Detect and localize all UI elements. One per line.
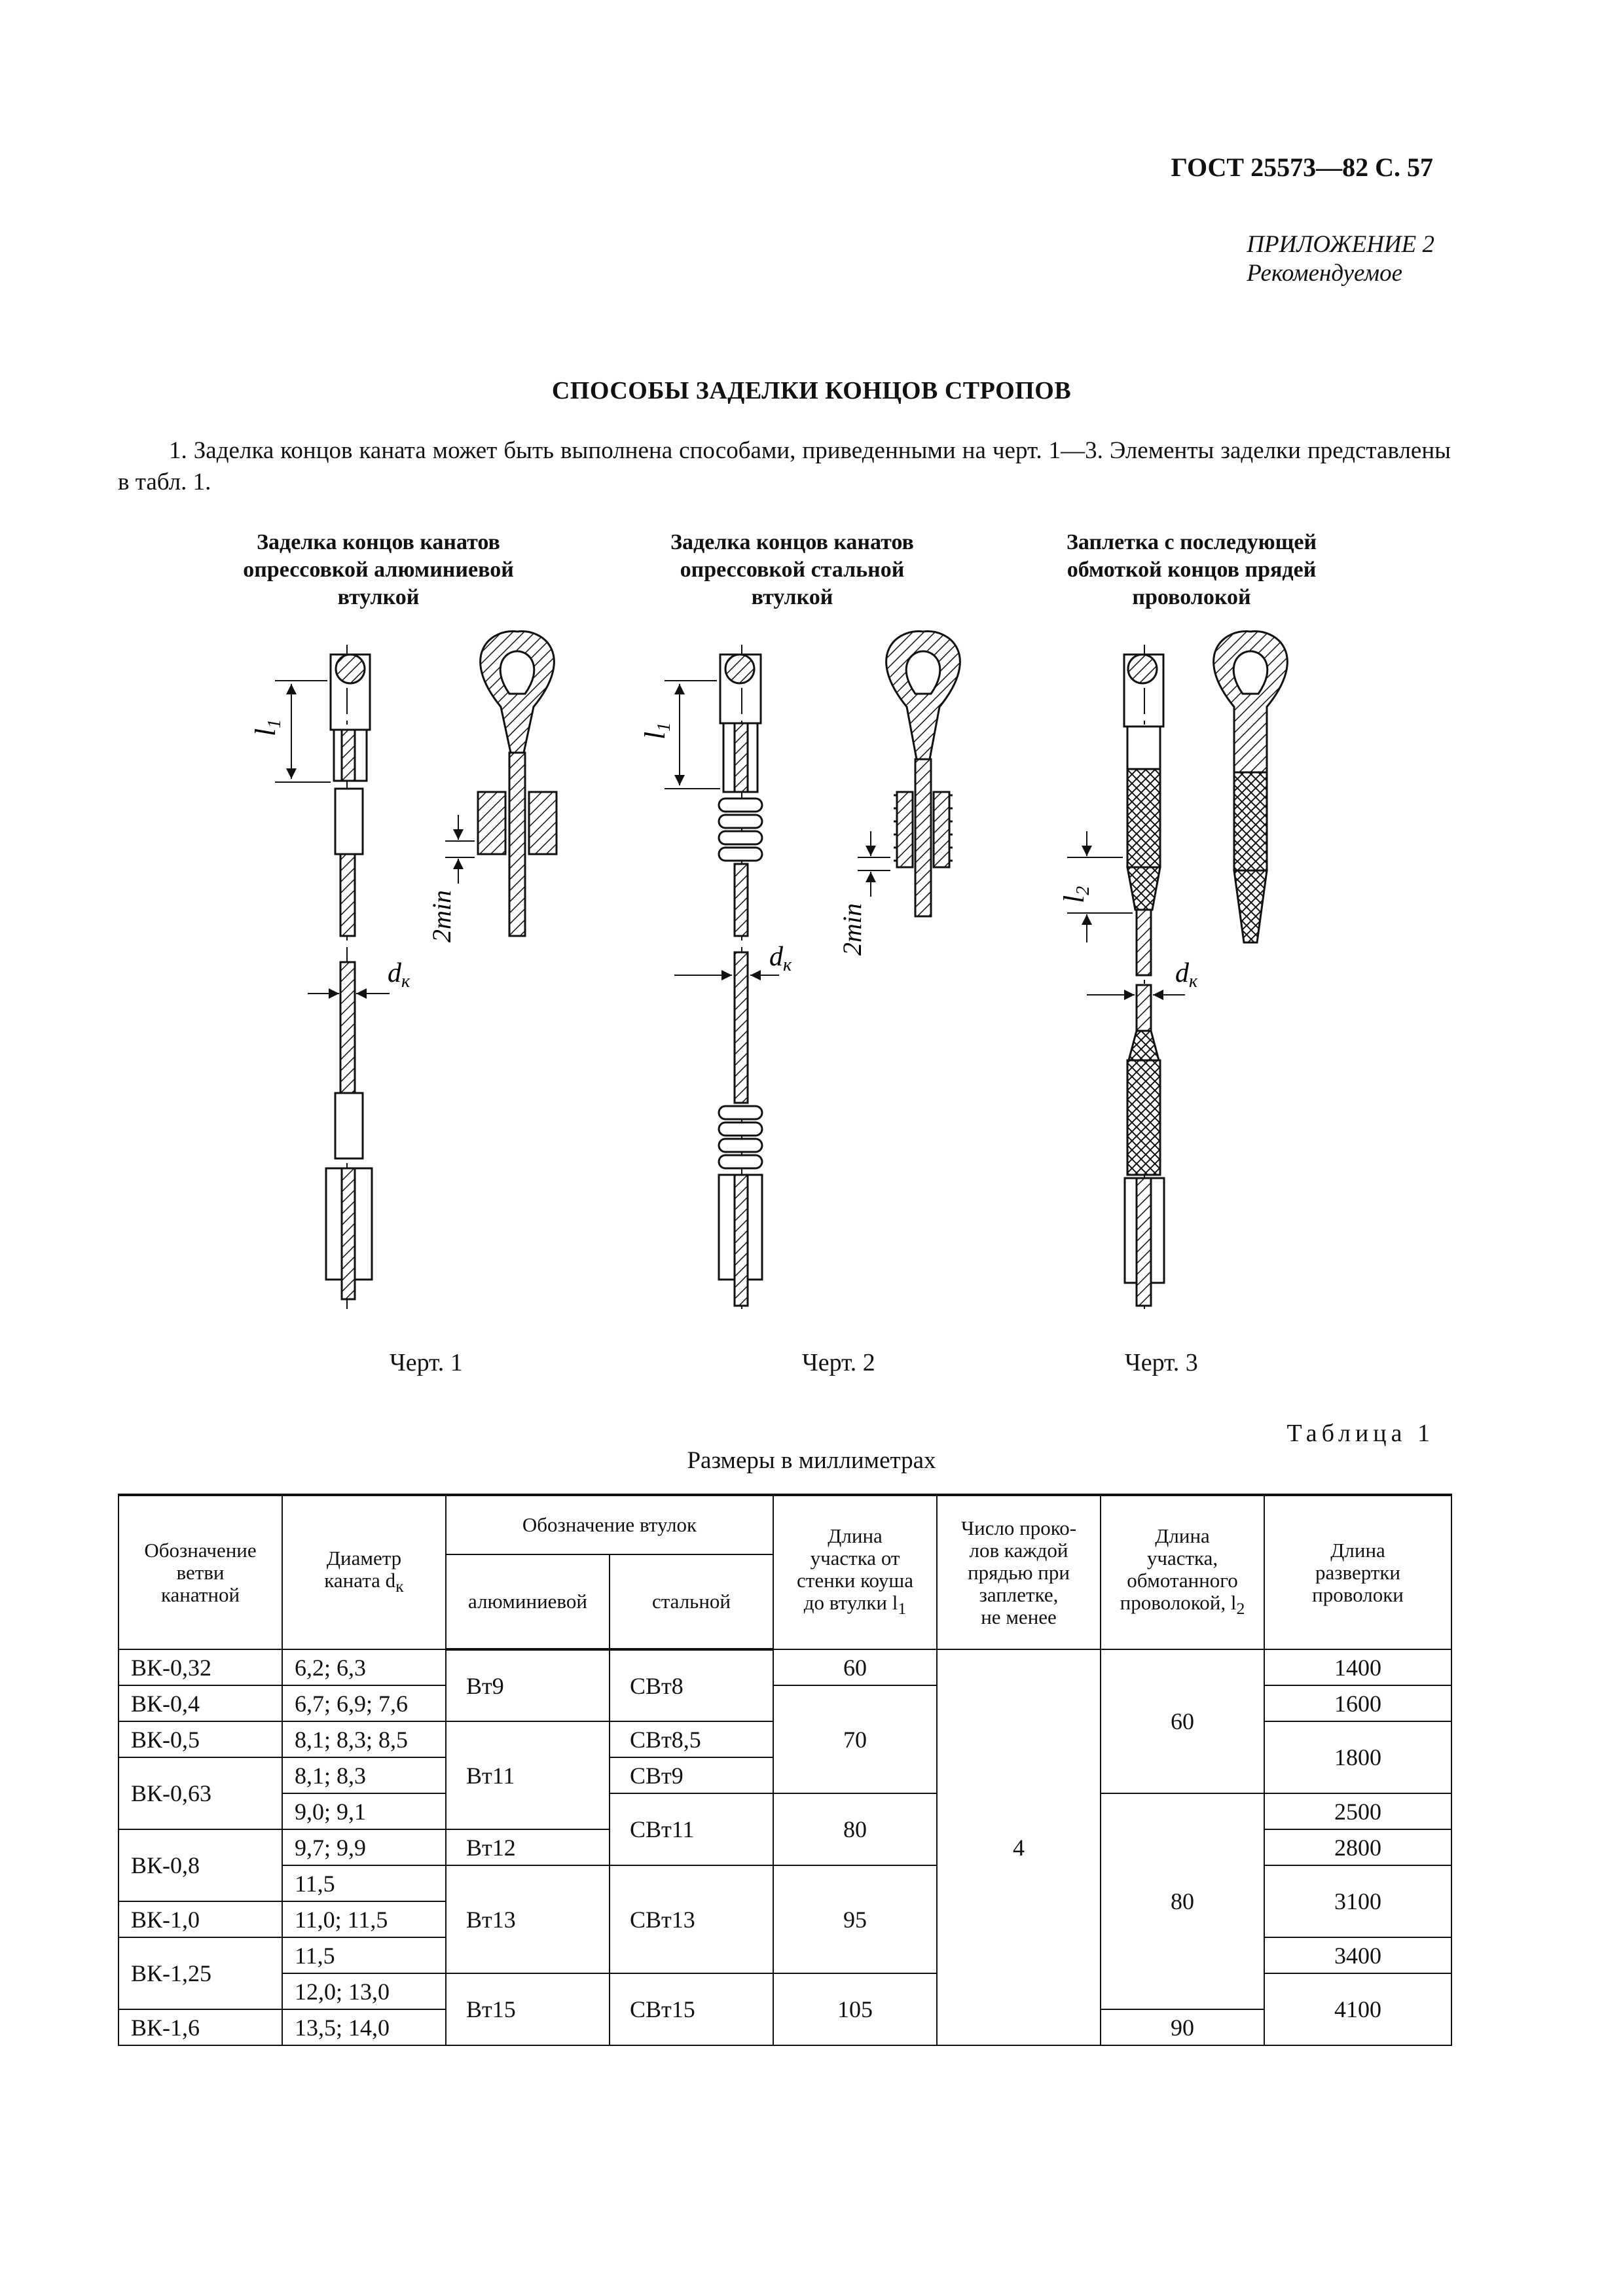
header-sleeve-group: Обозначение втулок	[446, 1495, 773, 1554]
drawing-3-caption: Черт. 3	[1125, 1349, 1198, 1376]
drawing-1-dim-min: 2min	[427, 890, 456, 942]
cell-steel: СВт11	[610, 1793, 773, 1865]
cell-branch: ВК-0,5	[119, 1721, 282, 1757]
cell-diameter: 11,5	[282, 1937, 446, 1973]
cell-wire: 2800	[1264, 1829, 1451, 1865]
cell-l2: 60	[1101, 1649, 1264, 1793]
sling-table	[118, 1494, 1452, 2046]
cell-steel: СВт13	[610, 1865, 773, 1973]
cell-aluminum: Вт15	[446, 1973, 610, 2045]
cell-l2: 80	[1101, 1793, 1264, 2009]
appendix-label: ПРИЛОЖЕНИЕ 2	[1247, 231, 1434, 258]
cell-l1: 70	[773, 1685, 937, 1793]
cell-wire: 3100	[1264, 1865, 1451, 1937]
drawing-3-title-line: Заплетка с последующей	[1066, 530, 1317, 554]
header-wire-length: Длина развертки проволоки	[1264, 1495, 1451, 1649]
cell-punctures: 4	[937, 1649, 1101, 2045]
header-diameter: Диаметр каната $d_к$	[282, 1495, 446, 1649]
cell-diameter: 8,1; 8,3; 8,5	[282, 1721, 446, 1757]
appendix-status: Рекомендуемое	[1247, 260, 1403, 287]
table-row	[119, 1793, 1451, 1829]
cell-diameter: 12,0; 13,0	[282, 1973, 446, 2009]
cell-branch: ВК-0,63	[119, 1757, 282, 1829]
header-punctures: Число проко- лов каждой прядью при заплетке, не менее	[937, 1495, 1101, 1649]
cell-diameter: 8,1; 8,3	[282, 1757, 446, 1793]
cell-wire: 3400	[1264, 1937, 1451, 1973]
drawing-1-title-line: опрессовкой алюминиевой	[243, 558, 514, 582]
cell-steel: СВт8	[610, 1649, 773, 1721]
header-length-l2: Длина участка, обмотанного проволокой, $l_2$	[1101, 1495, 1264, 1649]
drawing-2-title-line: втулкой	[751, 585, 833, 609]
drawing-1-dim-dk: dк	[388, 958, 410, 992]
cell-branch: ВК-0,32	[119, 1649, 282, 1685]
cell-diameter: 9,7; 9,9	[282, 1829, 446, 1865]
header-aluminum: алюминиевой	[446, 1554, 610, 1649]
cell-wire: 1400	[1264, 1649, 1451, 1685]
cell-branch: ВК-1,25	[119, 1937, 282, 2009]
cell-diameter: 13,5; 14,0	[282, 2009, 446, 2045]
table-units: Размеры в миллиметрах	[687, 1447, 936, 1474]
cell-branch: ВК-1,6	[119, 2009, 282, 2045]
cell-steel: СВт9	[610, 1757, 773, 1793]
page-title: СПОСОБЫ ЗАДЕЛКИ КОНЦОВ СТРОПОВ	[551, 377, 1072, 404]
table-row	[119, 1649, 1451, 1685]
cell-aluminum: Вт12	[446, 1829, 610, 1865]
drawing-1	[275, 632, 556, 1309]
cell-l1: 80	[773, 1793, 937, 1865]
intro-paragraph-text: 1. Заделка концов каната может быть выполнена способами, приведенными на черт. 1—3. Элементы заделки представлены в табл. 1.	[118, 437, 1451, 495]
cell-diameter: 9,0; 9,1	[282, 1793, 446, 1829]
table-caption: Таблица 1	[1286, 1420, 1434, 1447]
drawing-3-dim-dk: dк	[1175, 958, 1198, 992]
drawing-2-caption: Черт. 2	[802, 1349, 875, 1376]
drawing-3-dim-l2: l2	[1058, 886, 1093, 903]
standard-header: ГОСТ 25573—82 С. 57	[1171, 152, 1433, 182]
drawing-2-dim-l1: l1	[639, 722, 674, 740]
cell-wire: 4100	[1264, 1973, 1451, 2045]
cell-diameter: 11,0; 11,5	[282, 1901, 446, 1937]
cell-aluminum: Вт13	[446, 1865, 610, 1973]
cell-branch: ВК-1,0	[119, 1901, 282, 1937]
drawing-2-dim-min: 2min	[837, 903, 867, 956]
drawing-2-title-line: опрессовкой стальной	[680, 558, 905, 582]
drawing-2-dim-dk: dк	[769, 942, 792, 975]
drawing-2	[665, 632, 960, 1309]
table-header-row	[119, 1495, 1451, 1554]
cell-branch: ВК-0,8	[119, 1829, 282, 1901]
drawing-1-caption: Черт. 1	[390, 1349, 463, 1376]
cell-steel: СВт8,5	[610, 1721, 773, 1757]
cell-diameter: 6,7; 6,9; 7,6	[282, 1685, 446, 1721]
cell-wire: 1600	[1264, 1685, 1451, 1721]
header-branch: Обозначение ветви канатной	[119, 1495, 282, 1649]
header-steel: стальной	[610, 1554, 773, 1649]
drawing-3-title-line: проволокой	[1132, 585, 1251, 609]
drawing-1-title-line: втулкой	[337, 585, 420, 609]
cell-l1: 60	[773, 1649, 937, 1685]
cell-steel: СВт15	[610, 1973, 773, 2045]
cell-diameter: 6,2; 6,3	[282, 1649, 446, 1685]
drawing-1-title-line: Заделка концов канатов	[257, 530, 500, 554]
cell-diameter: 11,5	[282, 1865, 446, 1901]
header-length-l1: Длина участка от стенки коуша до втулки $l_1$	[773, 1495, 937, 1649]
cell-aluminum: Вт9	[446, 1649, 610, 1721]
drawing-1-dim-l1: l1	[249, 719, 285, 736]
drawing-2-title-line: Заделка концов канатов	[670, 530, 914, 554]
cell-wire: 2500	[1264, 1793, 1451, 1829]
cell-aluminum: Вт11	[446, 1721, 610, 1829]
drawing-3-title-line: обмоткой концов прядей	[1067, 558, 1317, 582]
cell-l2: 90	[1101, 2009, 1264, 2045]
cell-wire: 1800	[1264, 1721, 1451, 1793]
cell-l1: 105	[773, 1973, 937, 2045]
cell-branch: ВК-0,4	[119, 1685, 282, 1721]
cell-l1: 95	[773, 1865, 937, 1973]
